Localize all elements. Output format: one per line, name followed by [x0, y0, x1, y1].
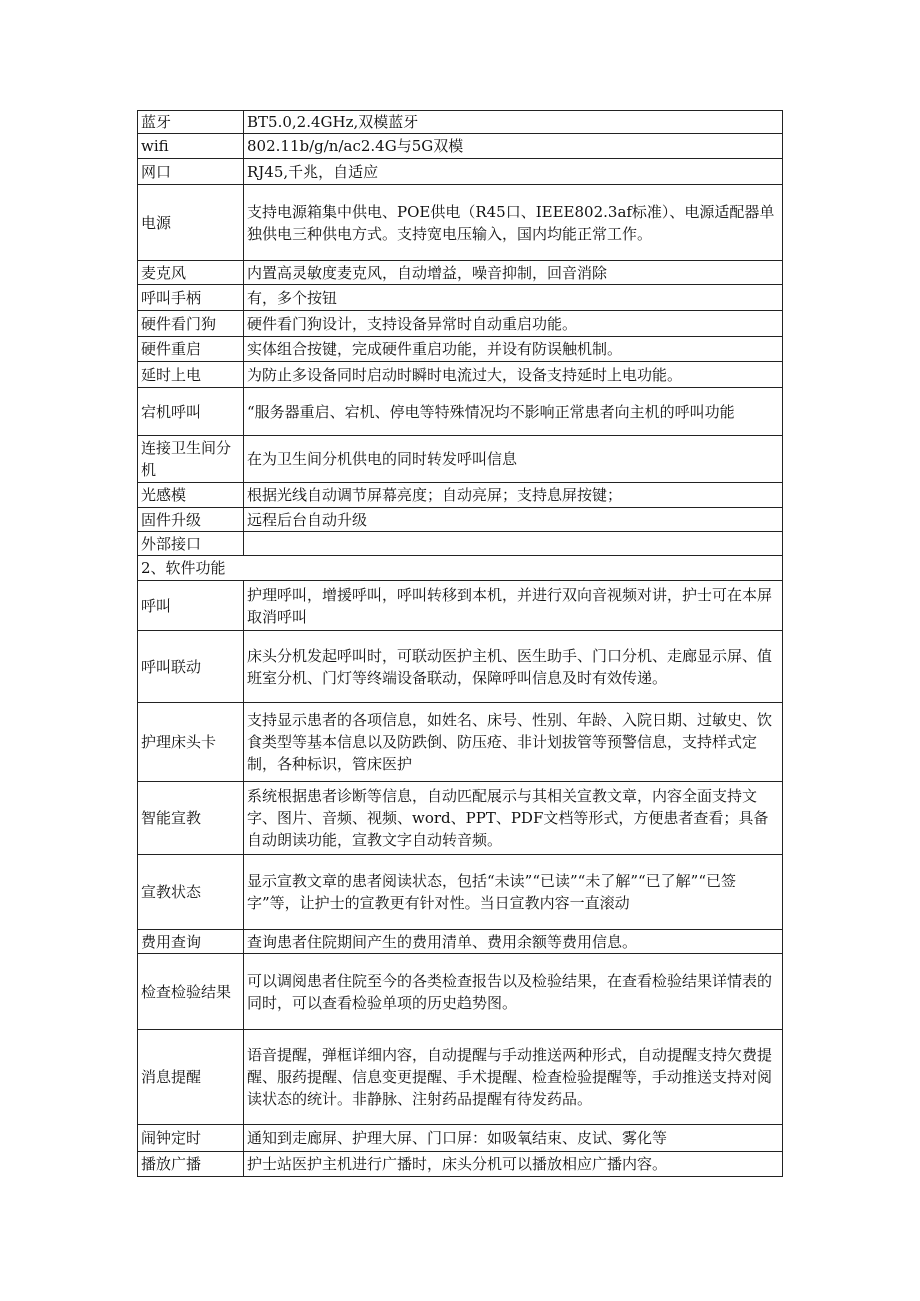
- table-row: [138, 134, 783, 159]
- row-value: 根据光线自动调节屏幕亮度；自动亮屏；支持息屏按键；: [244, 483, 783, 508]
- row-label: 闹钟定时: [138, 1125, 244, 1152]
- row-label: 检查检验结果: [138, 954, 244, 1030]
- row-value: 实体组合按键，完成硬件重启功能，并设有防误触机制。: [244, 337, 783, 362]
- row-label: 护理床头卡: [138, 703, 244, 782]
- row-label: 电源: [138, 185, 244, 261]
- row-value: 显示宣教文章的患者阅读状态，包括“未读”“已读”“未了解”“已了解”“已签字”等，让护士的宣教更有针对性。当日宣教内容一直滚动: [244, 855, 783, 930]
- row-label: 宣教状态: [138, 855, 244, 930]
- row-value: 有，多个按钮: [244, 285, 783, 311]
- row-label: 费用查询: [138, 930, 244, 954]
- table-row: [138, 285, 783, 311]
- spec-table: [137, 110, 783, 1177]
- row-label: 网口: [138, 159, 244, 185]
- table-row: [138, 1125, 783, 1152]
- row-value: 查询患者住院期间产生的费用清单、费用余额等费用信息。: [244, 930, 783, 954]
- row-value: 在为卫生间分机供电的同时转发呼叫信息: [244, 436, 783, 483]
- row-value: “服务器重启、宕机、停电等特殊情况均不影响正常患者向主机的呼叫功能: [244, 388, 783, 436]
- row-label: 外部接口: [138, 532, 244, 556]
- table-row: [138, 159, 783, 185]
- row-label: 硬件看门狗: [138, 311, 244, 337]
- row-value: [244, 532, 783, 556]
- row-value: 硬件看门狗设计，支持设备异常时自动重启功能。: [244, 311, 783, 337]
- table-row: [138, 311, 783, 337]
- row-label: 光感模: [138, 483, 244, 508]
- table-row: [138, 261, 783, 285]
- row-label: 麦克风: [138, 261, 244, 285]
- row-label: 呼叫: [138, 581, 244, 631]
- row-value: RJ45,千兆，自适应: [244, 159, 783, 185]
- row-value: 系统根据患者诊断等信息，自动匹配展示与其相关宣教文章，内容全面支持文字、图片、音频、视频、word、PPT、PDF文档等形式，方便患者查看；具备自动朗读功能，宣教文字自动转音频。: [244, 782, 783, 855]
- table-row: [138, 930, 783, 954]
- row-label: 播放广播: [138, 1152, 244, 1177]
- row-label: 宕机呼叫: [138, 388, 244, 436]
- row-label: 呼叫联动: [138, 631, 244, 703]
- table-row: [138, 337, 783, 362]
- table-row: [138, 855, 783, 930]
- row-value: 护士站医护主机进行广播时，床头分机可以播放相应广播内容。: [244, 1152, 783, 1177]
- row-value: 床头分机发起呼叫时，可联动医护主机、医生助手、门口分机、走廊显示屏、值班室分机、门灯等终端设备联动，保障呼叫信息及时有效传递。: [244, 631, 783, 703]
- row-value: 为防止多设备同时启动时瞬时电流过大，设备支持延时上电功能。: [244, 362, 783, 388]
- row-value: 语音提醒，弹框详细内容，自动提醒与手动推送两种形式，自动提醒支持欠费提醒、服药提醒、信息变更提醒、手术提醒、检查检验提醒等，手动推送支持对阅读状态的统计。非静脉、注射药品提醒有待发药品。: [244, 1030, 783, 1125]
- table-row: [138, 581, 783, 631]
- row-label: 呼叫手柄: [138, 285, 244, 311]
- row-label: 智能宣教: [138, 782, 244, 855]
- table-row: [138, 508, 783, 532]
- table-row: [138, 631, 783, 703]
- row-label: 消息提醒: [138, 1030, 244, 1125]
- row-label: 延时上电: [138, 362, 244, 388]
- row-value: 护理呼叫，增援呼叫，呼叫转移到本机，并进行双向音视频对讲，护士可在本屏取消呼叫: [244, 581, 783, 631]
- table-row: [138, 111, 783, 134]
- row-value: 通知到走廊屏、护理大屏、门口屏：如吸氧结束、皮试、雾化等: [244, 1125, 783, 1152]
- row-label: 连接卫生间分机: [138, 436, 244, 483]
- row-value: 支持电源箱集中供电、POE供电（R45口、IEEE802.3af标准）、电源适配器单独供电三种供电方式。支持宽电压输入，国内均能正常工作。: [244, 185, 783, 261]
- table-row: [138, 1152, 783, 1177]
- row-label: 硬件重启: [138, 337, 244, 362]
- table-row: [138, 954, 783, 1030]
- section-row: [138, 556, 783, 581]
- row-value: BT5.0,2.4GHz,双模蓝牙: [244, 111, 783, 134]
- row-value: 可以调阅患者住院至今的各类检查报告以及检验结果，在查看检验结果详情表的同时，可以查看检验单项的历史趋势图。: [244, 954, 783, 1030]
- row-label: wifi: [138, 134, 244, 159]
- table-row: [138, 185, 783, 261]
- table-row: [138, 532, 783, 556]
- row-value: 远程后台自动升级: [244, 508, 783, 532]
- row-value: 802.11b/g/n/ac2.4G与5G双模: [244, 134, 783, 159]
- table-row: [138, 362, 783, 388]
- table-row: [138, 483, 783, 508]
- section-title: 2、软件功能: [138, 556, 783, 581]
- row-label: 蓝牙: [138, 111, 244, 134]
- row-value: 内置高灵敏度麦克风，自动增益，噪音抑制，回音消除: [244, 261, 783, 285]
- row-value: 支持显示患者的各项信息，如姓名、床号、性别、年龄、入院日期、过敏史、饮食类型等基本信息以及防跌倒、防压疮、非计划拔管等预警信息，支持样式定制，各种标识，管床医护: [244, 703, 783, 782]
- table-row: [138, 1030, 783, 1125]
- table-row: [138, 703, 783, 782]
- table-row: [138, 782, 783, 855]
- row-label: 固件升级: [138, 508, 244, 532]
- table-row: [138, 436, 783, 483]
- table-row: [138, 388, 783, 436]
